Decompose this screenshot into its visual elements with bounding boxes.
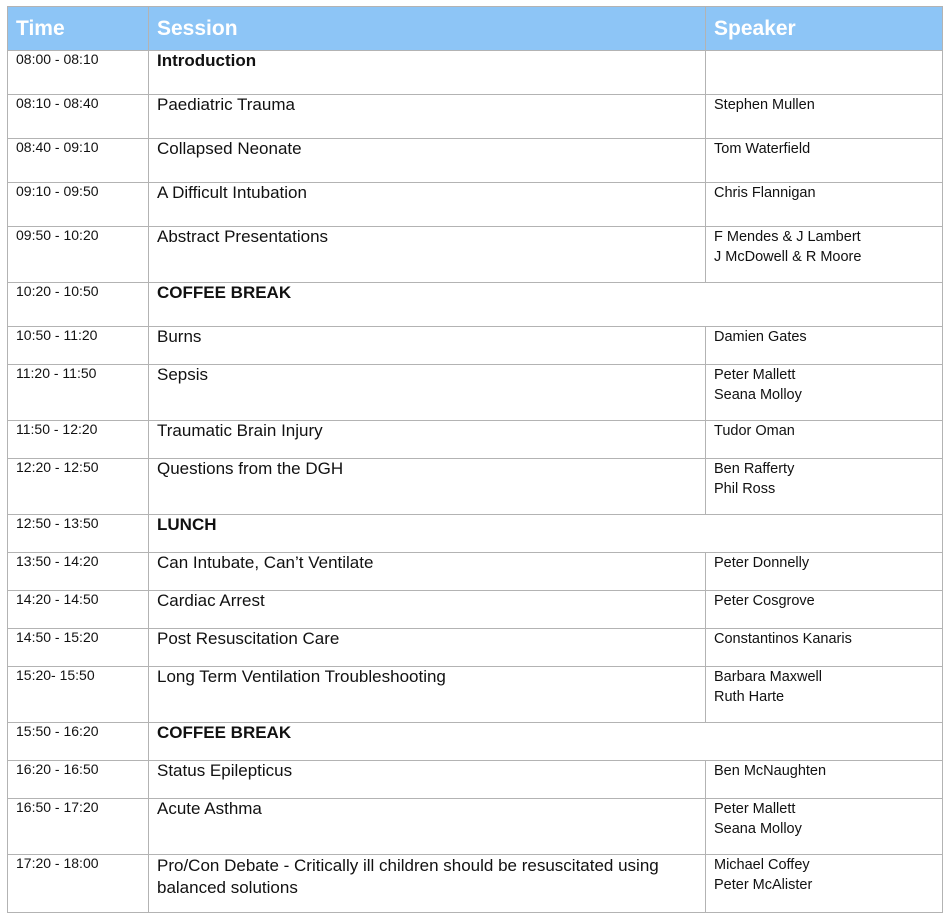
speaker-name: Ruth Harte [714, 689, 785, 705]
time-cell: 16:50 - 17:20 [8, 799, 149, 855]
speaker-name: Phil Ross [714, 481, 776, 497]
session-cell: Traumatic Brain Injury [149, 421, 706, 459]
speaker-name: Peter Mallett [714, 801, 796, 817]
time-cell: 14:20 - 14:50 [8, 591, 149, 629]
speaker-name: Tudor Oman [714, 423, 795, 439]
session-cell: Long Term Ventilation Troubleshooting [149, 667, 706, 723]
session-column-header: Session [149, 7, 706, 51]
speaker-name: Barbara Maxwell [714, 669, 822, 685]
break-row [8, 723, 943, 761]
speaker-cell [706, 183, 943, 227]
speaker-name: Peter McAlister [714, 877, 813, 893]
time-cell: 10:20 - 10:50 [8, 283, 149, 327]
time-cell: 08:00 - 08:10 [8, 51, 149, 95]
speaker-cell [706, 553, 943, 591]
table-row [8, 139, 943, 183]
table-row [8, 459, 943, 515]
speaker-name: Ben McNaughten [714, 763, 827, 779]
speaker-cell [706, 629, 943, 667]
speaker-name: Ben Rafferty [714, 461, 795, 477]
time-cell: 17:20 - 18:00 [8, 855, 149, 913]
speaker-name: Constantinos Kanaris [714, 631, 852, 647]
time-cell: 12:20 - 12:50 [8, 459, 149, 515]
session-cell: Can Intubate, Can’t Ventilate [149, 553, 706, 591]
speaker-cell [706, 667, 943, 723]
speaker-name: Michael Coffey [714, 857, 810, 873]
speaker-name: Seana Molloy [714, 387, 802, 403]
session-cell: Cardiac Arrest [149, 591, 706, 629]
speaker-cell [706, 227, 943, 283]
break-label: COFFEE BREAK [149, 283, 943, 327]
session-cell: Burns [149, 327, 706, 365]
table-row [8, 51, 943, 95]
time-cell: 14:50 - 15:20 [8, 629, 149, 667]
time-cell: 11:20 - 11:50 [8, 365, 149, 421]
speaker-name: J McDowell & R Moore [714, 249, 862, 265]
schedule-table [7, 6, 943, 913]
session-cell: Abstract Presentations [149, 227, 706, 283]
session-cell: Acute Asthma [149, 799, 706, 855]
speaker-name: Seana Molloy [714, 821, 802, 837]
table-row [8, 183, 943, 227]
time-cell: 16:20 - 16:50 [8, 761, 149, 799]
time-cell: 09:50 - 10:20 [8, 227, 149, 283]
time-cell: 11:50 - 12:20 [8, 421, 149, 459]
session-cell: Collapsed Neonate [149, 139, 706, 183]
session-cell [149, 855, 706, 913]
table-row [8, 629, 943, 667]
table-row [8, 855, 943, 913]
break-label: LUNCH [149, 515, 943, 553]
table-row [8, 327, 943, 365]
time-cell: 13:50 - 14:20 [8, 553, 149, 591]
session-cell: Paediatric Trauma [149, 95, 706, 139]
speaker-name: Tom Waterfield [714, 141, 811, 157]
table-row [8, 553, 943, 591]
header-row [8, 7, 943, 51]
session-text-line: Pro/Con Debate - Critically ill children should be resuscitated using [157, 856, 659, 875]
session-cell: Questions from the DGH [149, 459, 706, 515]
speaker-cell [706, 139, 943, 183]
break-label: COFFEE BREAK [149, 723, 943, 761]
session-cell: Introduction [149, 51, 706, 95]
speaker-cell [706, 855, 943, 913]
time-cell: 15:20- 15:50 [8, 667, 149, 723]
session-cell: Status Epilepticus [149, 761, 706, 799]
session-cell: Sepsis [149, 365, 706, 421]
time-cell: 09:10 - 09:50 [8, 183, 149, 227]
speaker-name: Chris Flannigan [714, 185, 816, 201]
speaker-name: Peter Cosgrove [714, 593, 815, 609]
speaker-cell [706, 365, 943, 421]
speaker-cell [706, 591, 943, 629]
table-row [8, 799, 943, 855]
speaker-name: F Mendes & J Lambert [714, 229, 861, 245]
time-cell: 10:50 - 11:20 [8, 327, 149, 365]
table-row [8, 365, 943, 421]
speaker-cell [706, 327, 943, 365]
speaker-cell [706, 421, 943, 459]
speaker-cell [706, 51, 943, 95]
break-row [8, 283, 943, 327]
speaker-cell [706, 761, 943, 799]
speaker-column-header: Speaker [706, 7, 943, 51]
speaker-name: Peter Donnelly [714, 555, 810, 571]
speaker-name: Damien Gates [714, 329, 807, 345]
time-cell: 08:10 - 08:40 [8, 95, 149, 139]
session-cell: Post Resuscitation Care [149, 629, 706, 667]
table-row [8, 227, 943, 283]
table-row [8, 761, 943, 799]
table-row [8, 95, 943, 139]
speaker-cell [706, 799, 943, 855]
time-cell: 15:50 - 16:20 [8, 723, 149, 761]
speaker-cell [706, 95, 943, 139]
session-text-line: balanced solutions [157, 878, 298, 897]
session-cell: A Difficult Intubation [149, 183, 706, 227]
speaker-cell [706, 459, 943, 515]
table-row [8, 591, 943, 629]
table-row [8, 667, 943, 723]
time-cell: 08:40 - 09:10 [8, 139, 149, 183]
speaker-name: Peter Mallett [714, 367, 796, 383]
time-cell: 12:50 - 13:50 [8, 515, 149, 553]
time-column-header: Time [8, 7, 149, 51]
table-row [8, 421, 943, 459]
speaker-name: Stephen Mullen [714, 97, 815, 113]
break-row [8, 515, 943, 553]
